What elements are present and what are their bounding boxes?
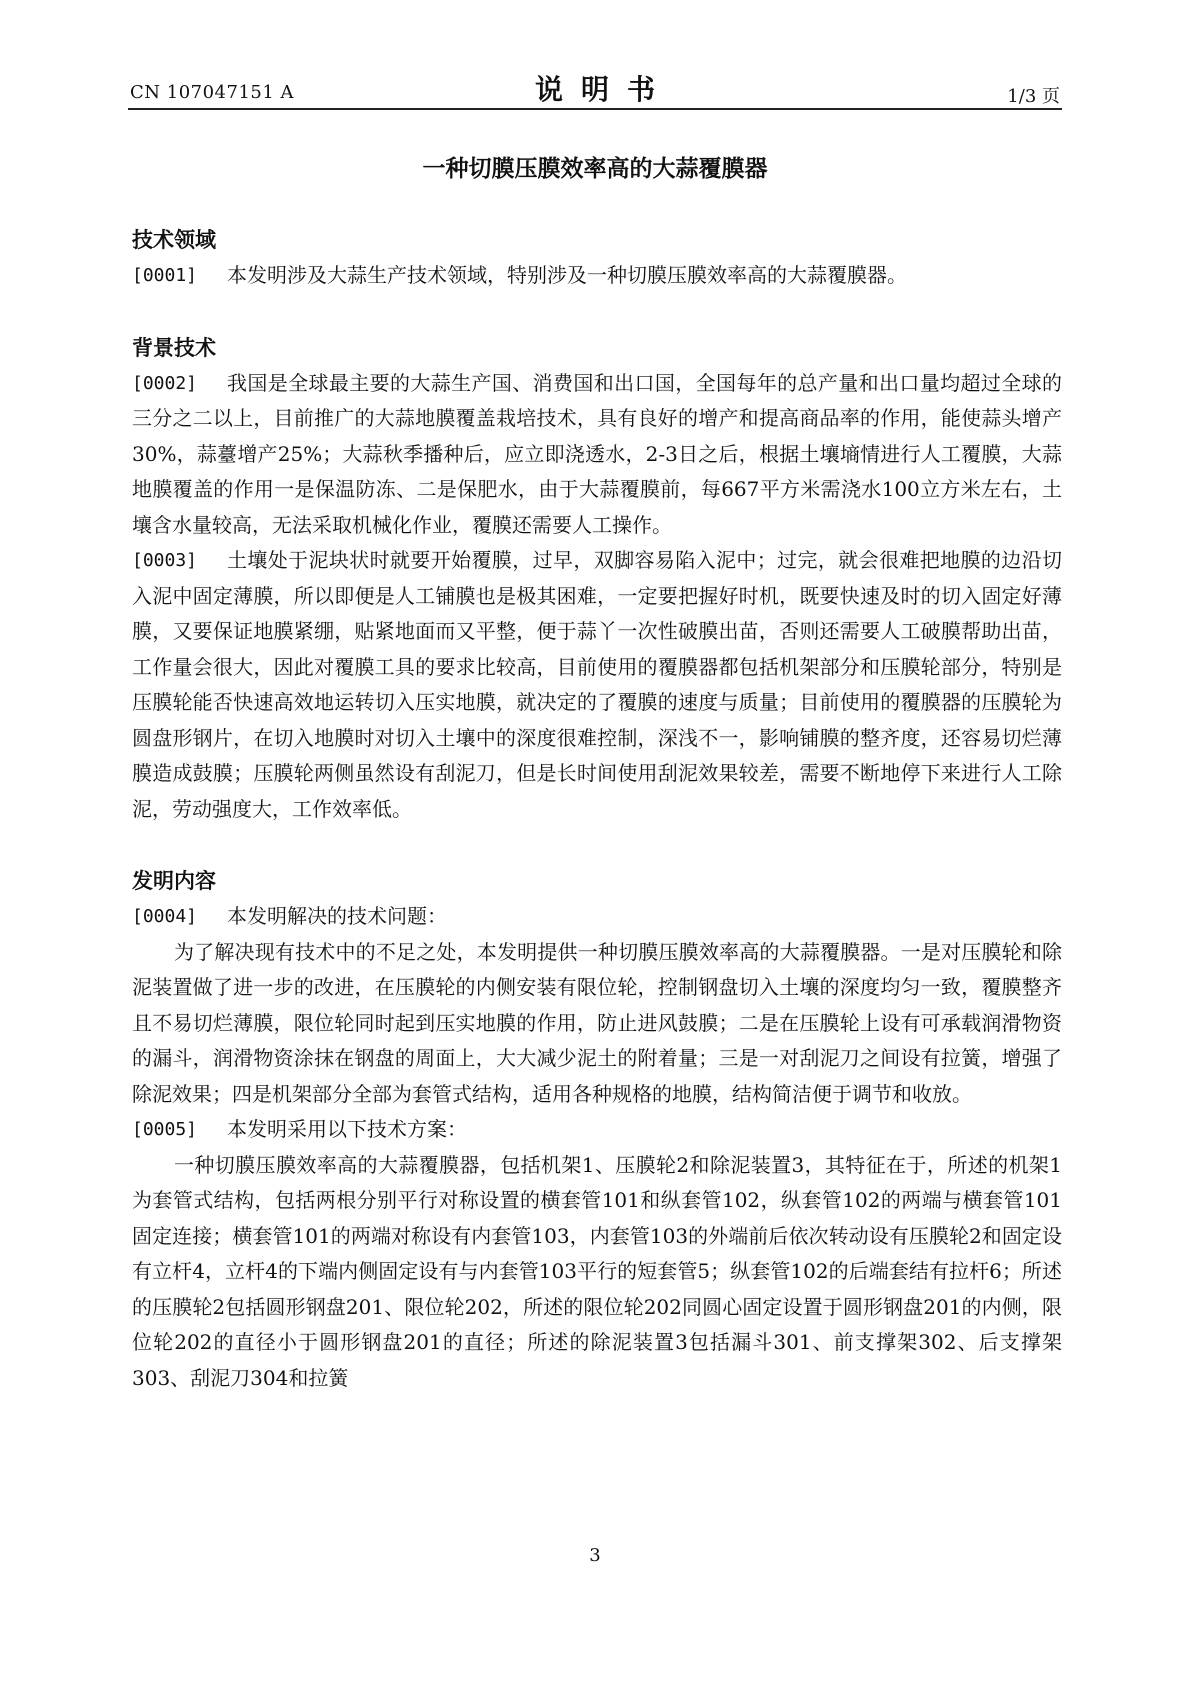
header-doc-type: 说明书 — [534, 73, 673, 106]
paragraph-0003 — [132, 543, 1062, 827]
paragraph-0005-body: 一种切膜压膜效率高的大蒜覆膜器，包括机架1、压膜轮2和除泥装置3，其特征在于，所述的机架1为套管式结构，包括两根分别平行对称设置的横套管101和纵套管102，纵套管102的两端与横套管101固定连接；横套管101的两端对称设有内套管103，内套管103的外端前后依次转动设有压膜轮2和固定设有立杆4，立杆4的下端内侧固定设有与内套管103平行的短套管5；纵套管102的后端套结有拉杆6；所述的压膜轮2包括圆形钢盘201、限位轮202，所述的限位轮202同圆心固定设置于圆形钢盘201的内侧，限位轮202的直径小于圆形钢盘201的直径；所述的除泥装置3包括漏斗301、前支撑架302、后支撑架303、刮泥刀304和拉簧 — [132, 1152, 1062, 1390]
section-heading-invention: 发明内容 — [132, 869, 216, 893]
header-patent-number: CN 107047151 A — [130, 82, 295, 103]
section-heading-background: 背景技术 — [132, 335, 216, 360]
paragraph-0005 — [132, 1112, 1062, 1148]
page-number: 3 — [589, 1545, 601, 1566]
document-title: 一种切膜压膜效率高的大蒜覆膜器 — [422, 156, 768, 182]
paragraph-0004-body: 为了解决现有技术中的不足之处，本发明提供一种切膜压膜效率高的大蒜覆膜器。一是对压膜轮和除泥装置做了进一步的改进，在压膜轮的内侧安装有限位轮，控制钢盘切入土壤的深度均匀一致，覆膜整齐且不易切烂薄膜，限位轮同时起到压实地膜的作用，防止进风鼓膜；二是在压膜轮上设有可承载润滑物资的漏斗，润滑物资涂抹在钢盘的周面上，大大减少泥土的附着量；三是一对刮泥刀之间设有拉簧，增强了除泥效果；四是机架部分全部为套管式结构，适用各种规格的地膜，结构简洁便于调节和收放。 — [132, 939, 1062, 1106]
paragraph-0002 — [132, 366, 1062, 544]
paragraph-text: 土壤处于泥块状时就要开始覆膜，过早，双脚容易陷入泥中；过完，就会很难把地膜的边沿切入泥中固定薄膜，所以即便是人工铺膜也是极其困难，一定要把握好时机，既要快速及时的切入固定好薄膜，又要保证地膜紧绷，贴紧地面而又平整，便于蒜丫一次性破膜出苗，否则还需要人工破膜帮助出苗，工作量会很大，因此对覆膜工具的要求比较高，目前使用的覆膜器都包括机架部分和压膜轮部分，特别是压膜轮能否快速高效地运转切入压实地膜，就决定的了覆膜的速度与质量；目前使用的覆膜器的压膜轮为圆盘形钢片，在切入地膜时对切入土壤中的深度很难控制，深浅不一，影响铺膜的整齐度，还容易切烂薄膜造成鼓膜；压膜轮两侧虽然设有刮泥刀，但是长时间使用刮泥效果较差，需要不断地停下来进行人工除泥，劳动强度大，工作效率低。 — [132, 548, 1062, 821]
paragraph-text: 本发明解决的技术问题： — [227, 904, 447, 928]
paragraph-number: [0005] — [132, 1119, 198, 1140]
paragraph-text: 本发明涉及大蒜生产技术领域，特别涉及一种切膜压膜效率高的大蒜覆膜器。 — [227, 263, 907, 287]
header-page-of: 1/3 页 — [1007, 86, 1060, 107]
paragraph-number: [0003] — [132, 550, 198, 571]
section-heading-tech-field: 技术领域 — [132, 228, 216, 252]
paragraph-number: [0001] — [132, 265, 198, 286]
paragraph-number: [0004] — [132, 906, 198, 927]
paragraph-text: 本发明采用以下技术方案： — [227, 1117, 467, 1141]
paragraph-0004 — [132, 899, 1062, 935]
paragraph-0001 — [132, 258, 1062, 294]
header-rule — [128, 108, 1062, 110]
document-body — [132, 222, 1062, 1396]
paragraph-number: [0002] — [132, 372, 198, 394]
paragraph-text: 我国是全球最主要的大蒜生产国、消费国和出口国，全国每年的总产量和出口量均超过全球的三分之二以上，目前推广的大蒜地膜覆盖栽培技术，具有良好的增产和提高商品率的作用，能使蒜头增产30%，蒜薹增产25%；大蒜秋季播种后，应立即浇透水，2-3日之后，根据土壤墒情进行人工覆膜，大蒜地膜覆盖的作用一是保温防冻、二是保肥水，由于大蒜覆膜前，每667平方米需浇水100立方米左右，土壤含水量较高，无法采取机械化作业，覆膜还需要人工操作。 — [132, 370, 1062, 537]
